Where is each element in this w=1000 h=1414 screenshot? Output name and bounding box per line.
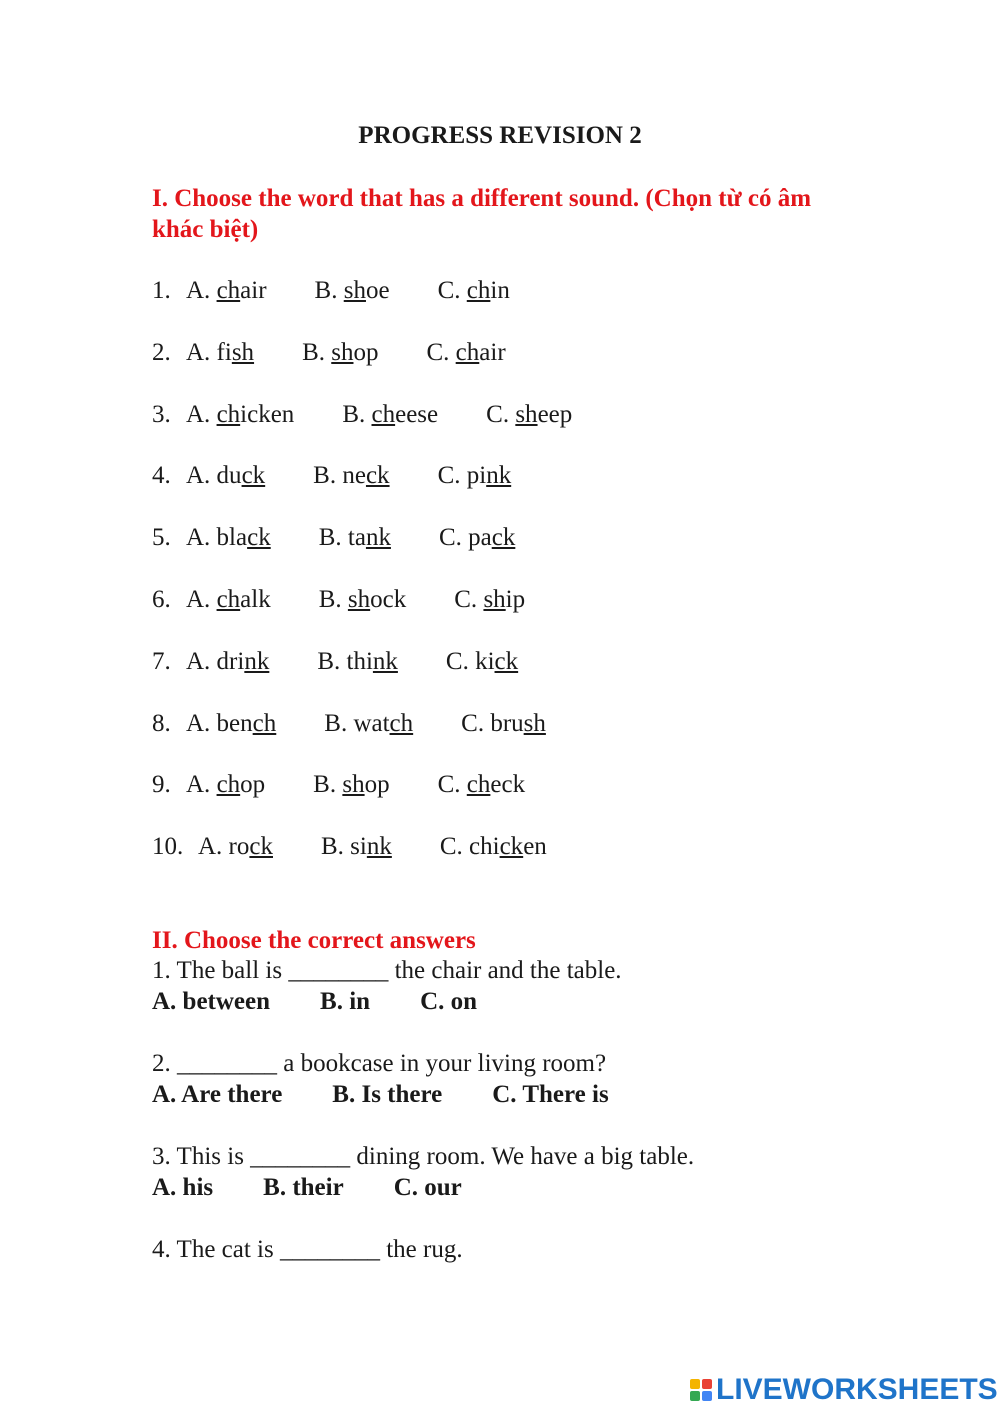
answer-choice[interactable]: B. Is there [332, 1081, 443, 1108]
underlined-sound: nk [486, 462, 512, 490]
option-prefix: C. bru [461, 709, 524, 737]
option-suffix: op [240, 771, 266, 799]
answer-option[interactable] [313, 462, 389, 490]
underlined-sound: ch [252, 709, 277, 737]
option-suffix: eck [490, 771, 526, 799]
option-prefix: B. [313, 771, 343, 799]
question-row [152, 524, 563, 552]
answer-option[interactable] [319, 524, 391, 552]
underlined-sound: sh [523, 709, 546, 737]
underlined-sound: sh [347, 586, 371, 613]
answer-option[interactable] [317, 648, 398, 676]
logo-square [690, 1379, 700, 1389]
underlined-sound: ch [216, 586, 241, 613]
answer-option[interactable] [186, 524, 271, 552]
underlined-sound: sh [331, 338, 354, 366]
underlined-sound: sh [343, 277, 366, 304]
option-suffix: eese [395, 400, 439, 428]
underlined-sound: ck [241, 462, 266, 490]
option-prefix: B. [302, 338, 332, 366]
underlined-sound: ch [371, 400, 396, 428]
answer-option[interactable] [186, 462, 265, 490]
logo-text: LIVEWORKSHEETS [716, 1373, 998, 1406]
option-prefix: A. ro [198, 833, 250, 861]
answer-option[interactable] [186, 648, 269, 676]
question-row [152, 710, 594, 738]
answer-option[interactable] [186, 586, 271, 614]
question-row [152, 462, 559, 490]
answer-option[interactable] [319, 586, 407, 614]
answer-option[interactable] [315, 277, 390, 305]
underlined-sound: ck [249, 833, 273, 861]
option-suffix: air [479, 338, 506, 366]
option-prefix: B. [342, 400, 372, 428]
question-number: 10. [152, 833, 184, 861]
option-prefix: A. fi [186, 338, 232, 366]
option-suffix: oe [365, 277, 390, 304]
answer-option[interactable] [342, 401, 438, 429]
question-number: 1. [152, 277, 171, 304]
answer-choice[interactable]: A. his [152, 1174, 214, 1201]
underlined-sound: ch [466, 771, 491, 799]
answer-option[interactable] [438, 771, 526, 799]
page-title: PROGRESS REVISION 2 [358, 122, 642, 149]
option-suffix: op [364, 771, 390, 799]
option-prefix: B. si [321, 833, 367, 861]
option-suffix: alk [240, 586, 271, 613]
option-prefix: C. [437, 277, 467, 304]
option-prefix: C. chi [439, 833, 500, 861]
option-prefix: A. [186, 771, 217, 799]
answer-option[interactable] [186, 277, 267, 305]
option-prefix: C. ki [445, 647, 495, 675]
underlined-sound: ch [216, 771, 241, 799]
answer-choices [152, 1081, 659, 1109]
answer-option[interactable] [324, 710, 413, 738]
question-number: 5. [152, 524, 171, 552]
answer-option[interactable] [426, 339, 505, 367]
section-2-heading: II. Choose the correct answers [152, 927, 476, 954]
underlined-sound: ch [216, 277, 241, 304]
answer-option[interactable] [186, 710, 276, 738]
logo-square [702, 1391, 712, 1401]
answer-choice[interactable]: C. our [393, 1174, 462, 1201]
option-prefix: C. [437, 771, 467, 799]
option-prefix: A. bla [186, 524, 248, 552]
answer-option[interactable] [321, 833, 392, 861]
option-prefix: B. ne [313, 462, 366, 490]
question-number: 9. [152, 771, 171, 799]
question-row [152, 648, 566, 676]
answer-option[interactable] [186, 339, 254, 367]
underlined-sound: ch [455, 338, 480, 366]
option-prefix: B. [314, 277, 344, 304]
option-prefix: B. ta [318, 524, 366, 552]
question-number: 6. [152, 586, 171, 613]
option-suffix: icken [240, 400, 295, 428]
option-suffix: en [523, 833, 547, 861]
question-number: 7. [152, 647, 171, 675]
option-prefix: C. pa [438, 524, 492, 552]
question-text: 2. ________ a bookcase in your living room? [152, 1050, 607, 1077]
option-prefix: C. [454, 586, 484, 613]
question-row [152, 277, 558, 305]
answer-option[interactable] [438, 277, 510, 305]
underlined-sound: nk [244, 647, 270, 675]
answer-option[interactable] [186, 771, 265, 799]
answer-choice[interactable]: C. on [420, 988, 478, 1015]
question-number: 3. [152, 400, 171, 428]
underlined-sound: ch [389, 709, 414, 737]
underlined-sound: ck [365, 462, 390, 490]
option-prefix: A. dri [186, 647, 245, 675]
question-number: 4. [152, 462, 171, 490]
answer-option[interactable] [486, 401, 572, 429]
option-prefix: A. [186, 277, 217, 304]
answer-choices [152, 988, 527, 1016]
question-row [152, 339, 554, 367]
answer-choice[interactable]: A. between [152, 988, 271, 1015]
underlined-sound: sh [342, 771, 365, 799]
option-suffix: eep [537, 400, 573, 428]
answer-choice[interactable]: B. their [263, 1174, 344, 1201]
option-prefix: A. [186, 586, 217, 613]
option-prefix: B. thi [317, 647, 373, 675]
answer-option[interactable] [198, 833, 273, 861]
question-number: 2. [152, 338, 171, 366]
option-suffix: ip [505, 586, 526, 613]
section-1-heading: I. Choose the word that has a different sound. (Chọn từ có âm khác biệt) [152, 185, 812, 243]
underlined-sound: nk [372, 647, 398, 675]
answer-option[interactable] [313, 771, 389, 799]
underlined-sound: ch [466, 277, 491, 304]
underlined-sound: ck [247, 524, 271, 552]
underlined-sound: ch [216, 400, 241, 428]
option-prefix: A. ben [186, 709, 253, 737]
underlined-sound: sh [483, 586, 506, 613]
answer-option[interactable] [439, 524, 515, 552]
answer-option[interactable] [186, 401, 294, 429]
option-suffix: op [353, 338, 379, 366]
answer-option[interactable] [302, 339, 378, 367]
liveworksheets-logo [690, 1374, 998, 1406]
option-suffix: ock [370, 586, 407, 613]
option-prefix: A. du [186, 462, 242, 490]
question-row [152, 771, 573, 799]
question-row [152, 401, 620, 429]
underlined-sound: ck [494, 647, 519, 675]
logo-square [690, 1391, 700, 1401]
question-text: 3. This is ________ dining room. We have a big table. [152, 1143, 695, 1170]
option-suffix: in [490, 277, 510, 304]
option-prefix: C. pi [437, 462, 487, 490]
answer-option[interactable] [440, 833, 547, 861]
logo-square [702, 1379, 712, 1389]
answer-option[interactable] [438, 462, 512, 490]
question-row [152, 586, 573, 614]
answer-choice[interactable]: A. Are there [152, 1081, 283, 1108]
underlined-sound: nk [366, 833, 392, 861]
question-number: 8. [152, 709, 171, 737]
option-prefix: A. [186, 400, 217, 428]
underlined-sound: sh [231, 338, 255, 366]
underlined-sound: ck [491, 524, 516, 552]
answer-option[interactable] [446, 648, 518, 676]
option-suffix: air [240, 277, 267, 304]
question-text: 1. The ball is ________ the chair and the table. [152, 957, 622, 984]
logo-icon [690, 1379, 712, 1401]
option-prefix: C. [426, 338, 456, 366]
underlined-sound: nk [365, 524, 391, 552]
underlined-sound: ck [499, 833, 524, 861]
answer-choices [152, 1174, 512, 1202]
answer-option[interactable] [454, 586, 525, 614]
option-prefix: B. wat [324, 709, 390, 737]
answer-choice[interactable]: C. There is [492, 1081, 609, 1108]
question-row [152, 833, 595, 861]
answer-option[interactable] [461, 710, 546, 738]
underlined-sound: sh [515, 400, 538, 428]
option-prefix: C. [486, 400, 516, 428]
answer-choice[interactable]: B. in [320, 988, 371, 1015]
option-prefix: B. [318, 586, 348, 613]
question-text: 4. The cat is ________ the rug. [152, 1236, 463, 1263]
